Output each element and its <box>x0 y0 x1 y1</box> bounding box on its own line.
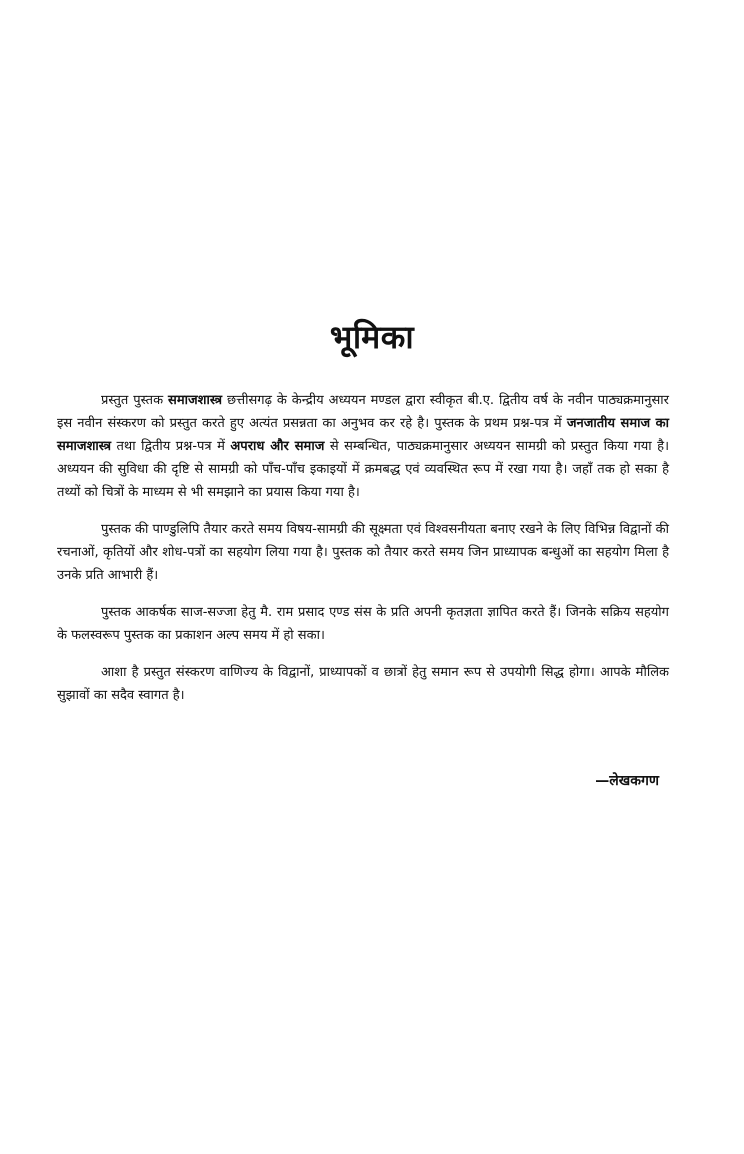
first-paper-title: जनजातीय समाज का समाजशास्त्र <box>57 416 669 454</box>
paragraph-1 <box>57 389 669 504</box>
second-paper-title: अपराध और समाज <box>230 439 325 454</box>
paragraph-1-segment: प्रस्तुत पुस्तक <box>101 393 169 408</box>
preface-body <box>57 389 669 721</box>
book-subject-name: समाजशास्त्र <box>168 393 223 408</box>
paragraph-2 <box>57 518 669 587</box>
paragraph-2-text: पुस्तक की पाण्डुलिपि तैयार करते समय विषय-सामग्री की सूक्ष्मता एवं विश्वसनीयता बनाए रखने के लिए विभिन्न विद्वानों की रचनाओं, कृतियों और शोध-पत्रों का सहयोग लिया गया है। पुस्तक को तैयार करते समय जिन प्राध्यापक बन्धुओं का सहयोग मिला है उनके प्रति आभारी हैं। <box>57 522 669 583</box>
paragraph-1-segment: से सम्बन्धित, पाठ्यक्रमानुसार अध्ययन सामग्री को प्रस्तुत किया गया है। अध्ययन की सुविधा की दृष्टि से सामग्री को पाँच-पाँच इकाइयों में क्रमबद्ध एवं व्यवस्थित रूप में रखा गया है। जहाँ तक हो सका है तथ्यों को चित्रों के माध्यम से भी समझाने का प्रयास किया गया है। <box>57 439 669 500</box>
author-signature: —लेखकगण <box>595 773 659 789</box>
paragraph-4 <box>57 661 669 707</box>
paragraph-1-segment: तथा द्वितीय प्रश्न-पत्र में <box>111 439 231 454</box>
paragraph-3 <box>57 601 669 647</box>
paragraph-3-text: पुस्तक आकर्षक साज-सज्जा हेतु मै. राम प्रसाद एण्ड संस के प्रति अपनी कृतज्ञता ज्ञापित करते हैं। जिनके सक्रिय सहयोग के फलस्वरूप पुस्तक का प्रकाशन अल्प समय में हो सका। <box>57 605 669 643</box>
paragraph-4-text: आशा है प्रस्तुत संस्करण वाणिज्य के विद्वानों, प्राध्यापकों व छात्रों हेतु समान रूप से उपयोगी सिद्ध होगा। आपके मौलिक सुझावों का सदैव स्वागत है। <box>57 665 669 703</box>
page-title: भूमिका <box>329 318 415 357</box>
paragraph-1-segment: छत्तीसगढ़ के केन्द्रीय अध्ययन मण्डल द्वारा स्वीकृत बी.ए. द्वितीय वर्ष के नवीन पाठ्यक्रमानुसार इस नवीन संस्करण को प्रस्तुत करते हुए अत्यंत प्रसन्नता का अनुभव कर रहे है। पुस्तक के प्रथम प्रश्न-पत्र में <box>57 393 669 431</box>
